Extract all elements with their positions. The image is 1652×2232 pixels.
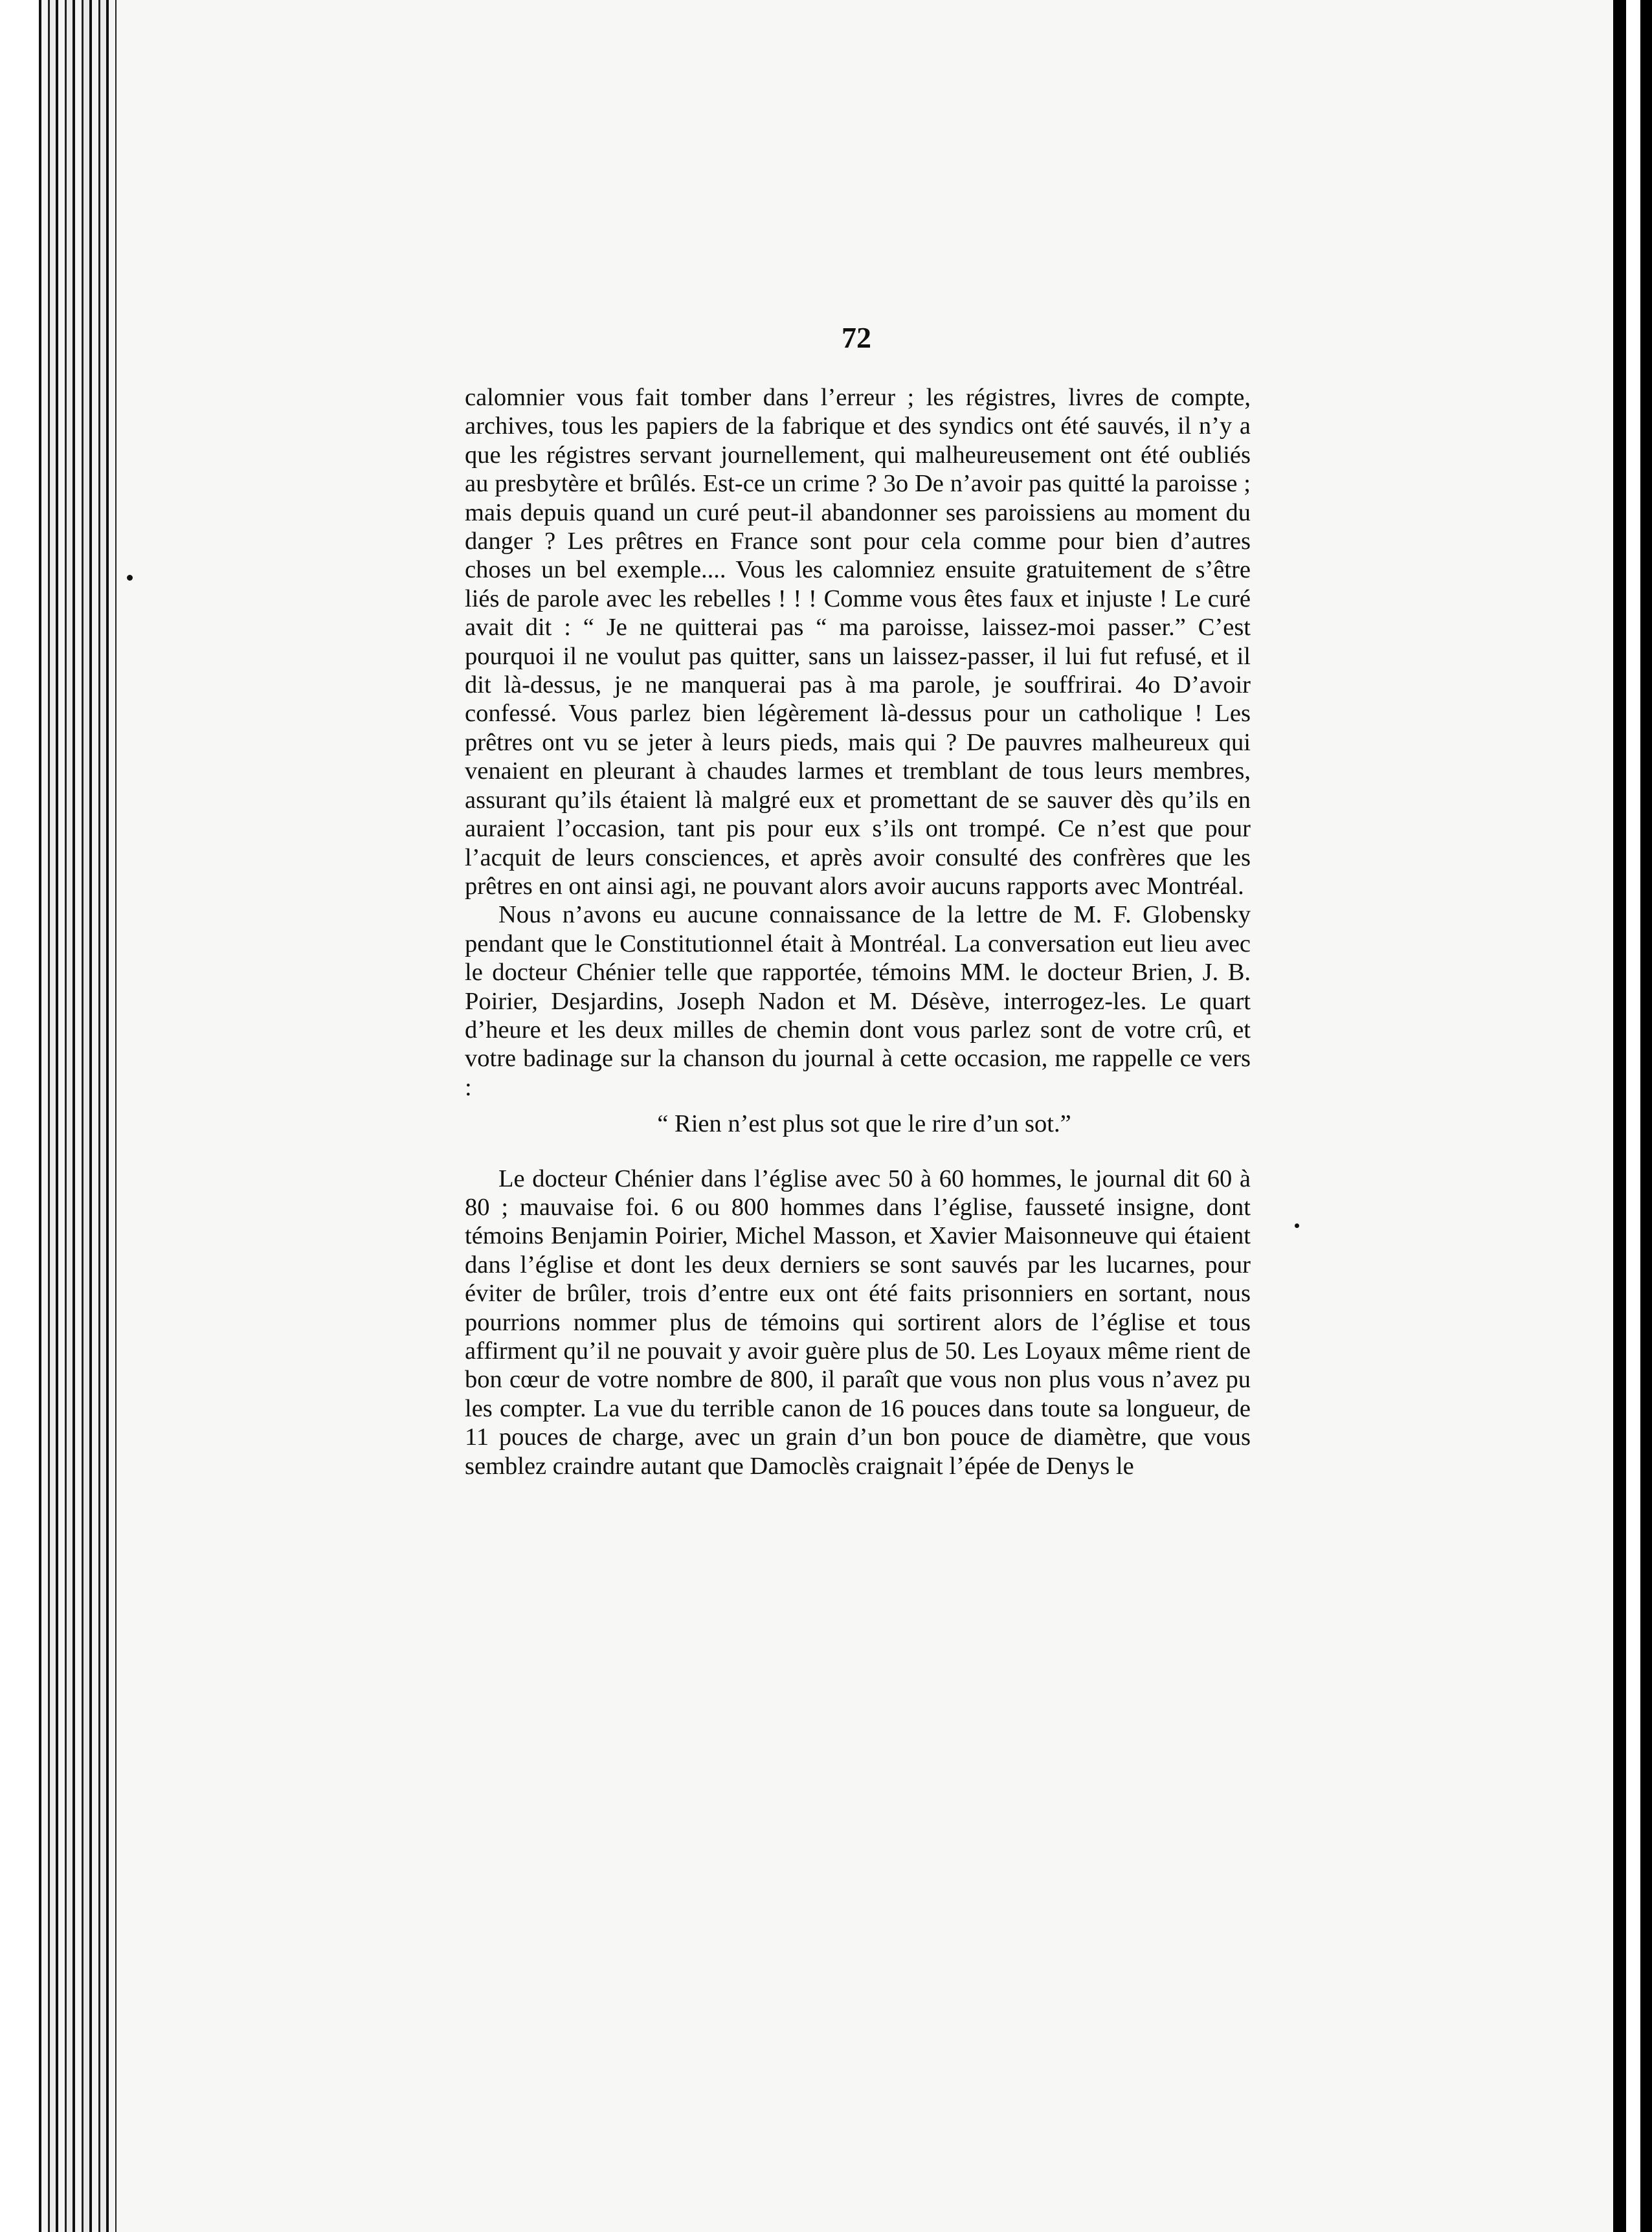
scan-speck [127, 575, 133, 581]
scan-speck [1295, 1223, 1299, 1228]
quotation: “ Rien n’est plus sot que le rire d’un sot.” [657, 1110, 1071, 1138]
scan-border [1613, 0, 1626, 2232]
paragraph: Nous n’avons eu aucune connaissance de la lettre de M. F. Globensky pendant que le Constitutionnel était à Montréal. La conversation eut lieu avec le docteur Chénier telle que rapportée, témoins MM. le docteur Brien, J. B. Poirier, Desjardins, Joseph Nadon et M. Désève, interrogez-les. Le quart d’heure et les deux milles de chemin dont vous parlez sont de votre crû, et votre badinage sur la chanson du journal à cette occasion, me rappelle ce vers : [465, 901, 1251, 1101]
paragraph: calomnier vous fait tomber dans l’erreur ; les régistres, livres de compte, archives, tous les papiers de la fabrique et des syndics ont été sauvés, il n’y a que les régistres servant journellement, qui malheureusement ont été oubliés au presbytère et brûlés. Est-ce un crime ? 3o De n’avoir pas quitté la paroisse ; mais depuis quand un curé peut-il abandonner ses paroissiens au moment du danger ? Les prêtres en France sont pour cela comme pour bien d’autres choses un bel exemple.... Vous les calomniez ensuite gratuitement de s’être liés de parole avec les rebelles ! ! ! Comme vous êtes faux et injuste ! Le curé avait dit : “ Je ne quitterai pas “ ma paroisse, laissez-moi passer.” C’est pourquoi il ne voulut pas quitter, sans un laissez-passer, il lui fut refusé, et il dit là-dessus, je ne manquerai pas à ma parole, je souffrirai. 4o D’avoir confessé. Vous parlez bien légèrement là-dessus pour un catholique ! Les prêtres ont vu se jeter à leurs pieds, mais qui ? De pauvres malheureux qui venaient en pleurant à chaudes larmes et tremblant de tous leurs membres, assurant qu’ils étaient là malgré eux et promettant de se sauver dès qu’ils en auraient l’occasion, tant pis pour eux s’ils ont trompé. Ce n’est que pour l’acquit de leurs consciences, et après avoir consulté des confrères que les prêtres en ont ainsi agi, ne pouvant alors avoir aucuns rapports avec Montréal. [465, 384, 1251, 900]
scan-border-edge [1640, 0, 1652, 2232]
page-number: 72 [842, 321, 871, 354]
stacked-page-edges [39, 0, 117, 2232]
paragraph: Le docteur Chénier dans l’église avec 50 à 60 hommes, le journal dit 60 à 80 ; mauvaise foi. 6 ou 800 hommes dans l’église, fausseté insigne, dont témoins Benjamin Poirier, Michel Masson, et Xavier Maisonneuve qui étaient dans l’église et dont les deux derniers se sont sauvés par les lucarnes, pour éviter de brûler, trois d’entre eux ont été faits prisonniers en sortant, nous pourrions nommer plus de témoins qui sortirent alors de l’église et tous affirment qu’il ne pouvait y avoir guère plus de 50. Les Loyaux même rient de bon cœur de votre nombre de 800, il paraît que vous non plus vous n’avez pu les compter. La vue du terrible canon de 16 pouces dans toute sa longueur, de 11 pouces de charge, avec un grain d’un bon pouce de diamètre, que vous semblez craindre autant que Damoclès craignait l’épée de Denys le [465, 1165, 1251, 1480]
body-text [465, 383, 1251, 1480]
